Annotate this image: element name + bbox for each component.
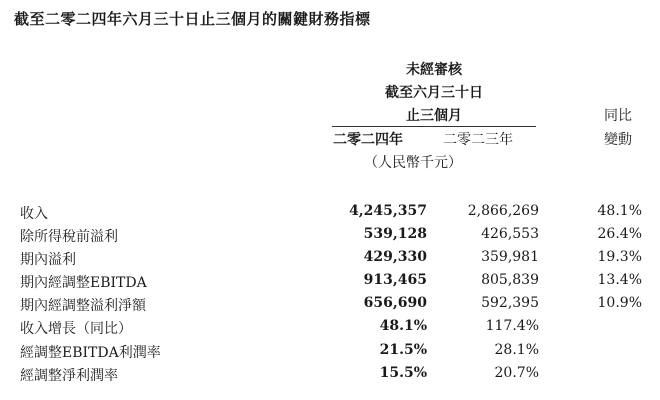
page-title: 截至二零二四年六月三十日止三個月的關鍵財務指標 <box>14 10 371 28</box>
table-row <box>0 295 660 316</box>
header-period-line2: 止三個月 <box>406 108 462 124</box>
value-2023: 117.4% <box>485 318 539 334</box>
table-row <box>0 249 660 270</box>
value-2024: 539,128 <box>363 226 427 242</box>
header-change-line2: 變動 <box>604 132 632 148</box>
row-label: 期內溢利 <box>20 252 76 268</box>
value-2023: 592,395 <box>481 295 539 311</box>
value-2024: 21.5% <box>379 342 427 358</box>
value-yoy-change: 26.4% <box>597 226 642 242</box>
row-label: 收入增長（同比） <box>20 321 132 337</box>
value-2024: 15.5% <box>379 365 427 381</box>
value-2024: 4,245,357 <box>349 203 427 219</box>
row-label: 期內經調整溢利淨額 <box>20 298 146 314</box>
table-row <box>0 203 660 224</box>
value-2024: 48.1% <box>379 318 427 334</box>
header-col-2023: 二零二三年 <box>443 132 513 148</box>
row-label: 期內經調整EBITDA <box>20 275 147 291</box>
row-label: 經調整EBITDA利潤率 <box>20 345 161 361</box>
value-2023: 28.1% <box>494 342 539 358</box>
value-yoy-change: 48.1% <box>597 203 642 219</box>
value-2024: 656,690 <box>363 295 427 311</box>
value-2023: 805,839 <box>481 272 539 288</box>
table-row <box>0 272 660 293</box>
header-change-line1: 同比 <box>604 108 632 124</box>
row-label: 經調整淨利潤率 <box>20 368 118 384</box>
row-label: 除所得稅前溢利 <box>20 229 118 245</box>
header-period-underline <box>332 126 536 127</box>
value-2023: 359,981 <box>481 249 539 265</box>
value-yoy-change: 10.9% <box>597 295 642 311</box>
value-2024: 913,465 <box>363 272 427 288</box>
table-row <box>0 318 660 339</box>
value-2023: 2,866,269 <box>467 203 539 219</box>
value-yoy-change: 19.3% <box>597 249 642 265</box>
table-row <box>0 226 660 247</box>
row-label: 收入 <box>20 206 48 222</box>
header-period-line1: 截至六月三十日 <box>385 85 483 101</box>
header-unaudited: 未經審核 <box>406 62 462 78</box>
header-col-2024: 二零二四年 <box>333 132 403 148</box>
value-2023: 20.7% <box>494 365 539 381</box>
table-row <box>0 365 660 386</box>
value-yoy-change: 13.4% <box>597 272 642 288</box>
table-row <box>0 342 660 363</box>
value-2024: 429,330 <box>363 249 427 265</box>
value-2023: 426,553 <box>481 226 539 242</box>
header-currency: （人民幣千元） <box>364 155 462 171</box>
